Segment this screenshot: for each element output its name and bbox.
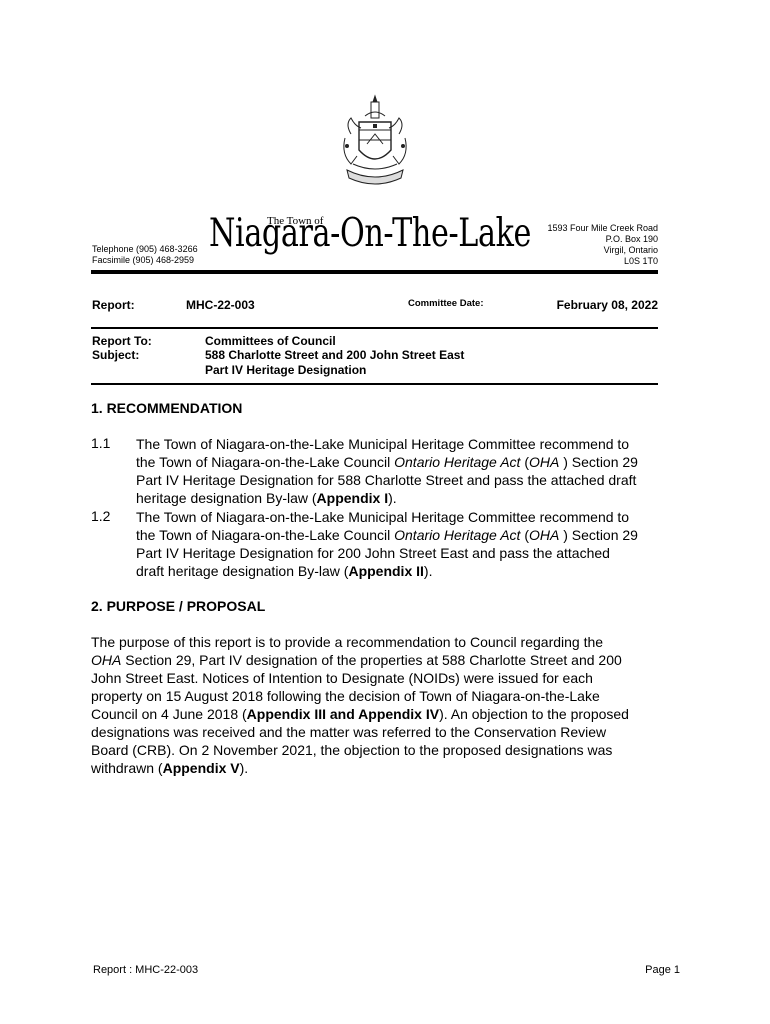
- text-line: The purpose of this report is to provide a recommendation to Council regarding the: [91, 634, 604, 650]
- subject-line-2: Part IV Heritage Designation: [205, 363, 367, 377]
- facsimile: Facsimile (905) 468-2959: [92, 255, 195, 265]
- section-heading-purpose: 2. PURPOSE / PROPOSAL: [91, 598, 266, 614]
- logo-main-text: Niagara-On-The-Lake: [209, 211, 531, 256]
- recommendation-item-1-2: [136, 508, 693, 580]
- text-line: the Town of Niagara-on-the-Lake Council Ontario Heritage Act (OHA ) Section 29: [136, 454, 638, 470]
- header-divider: [91, 327, 658, 329]
- report-number: MHC-22-003: [186, 298, 255, 312]
- item-number: 1.2: [91, 508, 111, 524]
- text-line: the Town of Niagara-on-the-Lake Council Ontario Heritage Act (OHA ) Section 29: [136, 527, 638, 543]
- text-line: The Town of Niagara-on-the-Lake Municipal Heritage Committee recommend to: [136, 436, 630, 452]
- subject-line-1: 588 Charlotte Street and 200 John Street East: [205, 348, 465, 362]
- committee-date: February 08, 2022: [556, 298, 658, 312]
- text-line: Board (CRB). On 2 November 2021, the objection to the proposed designations was: [91, 742, 613, 758]
- report-label: Report:: [92, 298, 135, 312]
- town-crest-logo: [337, 94, 413, 194]
- text-line: OHA Section 29, Part IV designation of the properties at 588 Charlotte Street and 200: [91, 652, 622, 668]
- footer-report-ref: Report : MHC-22-003: [93, 964, 199, 976]
- item-number: 1.1: [91, 435, 111, 451]
- telephone: Telephone (905) 468-3266: [92, 244, 198, 254]
- address-line: P.O. Box 190: [605, 234, 658, 244]
- text-line: Part IV Heritage Designation for 200 John Street East and pass the attached: [136, 545, 610, 561]
- section-heading-recommendation: 1. RECOMMENDATION: [91, 400, 243, 416]
- report-to-value: Committees of Council: [205, 334, 336, 348]
- address-line: Virgil, Ontario: [603, 245, 658, 255]
- text-line: property on 15 August 2018 following the decision of Town of Niagara-on-the-Lake: [91, 688, 600, 704]
- text-line: heritage designation By-law (Appendix I).: [136, 490, 397, 506]
- recommendation-item-1-1: [136, 435, 693, 507]
- address-line: L0S 1T0: [623, 256, 658, 266]
- text-line: John Street East. Notices of Intention to Designate (NOIDs) were issued for each: [91, 670, 593, 686]
- contact-info: [92, 244, 198, 266]
- text-line: withdrawn (Appendix V).: [91, 760, 249, 776]
- address-line: 1593 Four Mile Creek Road: [547, 223, 658, 233]
- text-line: draft heritage designation By-law (Appendix II).: [136, 563, 433, 579]
- text-line: Council on 4 June 2018 (Appendix III and Appendix IV). An objection to the proposed: [91, 706, 629, 722]
- subject-label: Subject:: [92, 348, 140, 362]
- text-line: The Town of Niagara-on-the-Lake Municipal Heritage Committee recommend to: [136, 509, 630, 525]
- report-to-label: Report To:: [92, 334, 152, 348]
- purpose-paragraph: [91, 633, 686, 777]
- footer-page-number: Page 1: [645, 964, 680, 976]
- committee-date-label: Committee Date:: [408, 298, 484, 309]
- crest-icon: [337, 94, 413, 194]
- subject-divider: [91, 383, 658, 385]
- text-line: designations was received and the matter was referred to the Conservation Review: [91, 724, 607, 740]
- letterhead-divider: [91, 270, 658, 274]
- town-address: [470, 223, 658, 267]
- logo-small-text: The Town of: [267, 215, 324, 227]
- text-line: Part IV Heritage Designation for 588 Charlotte Street and pass the attached draft: [136, 472, 637, 488]
